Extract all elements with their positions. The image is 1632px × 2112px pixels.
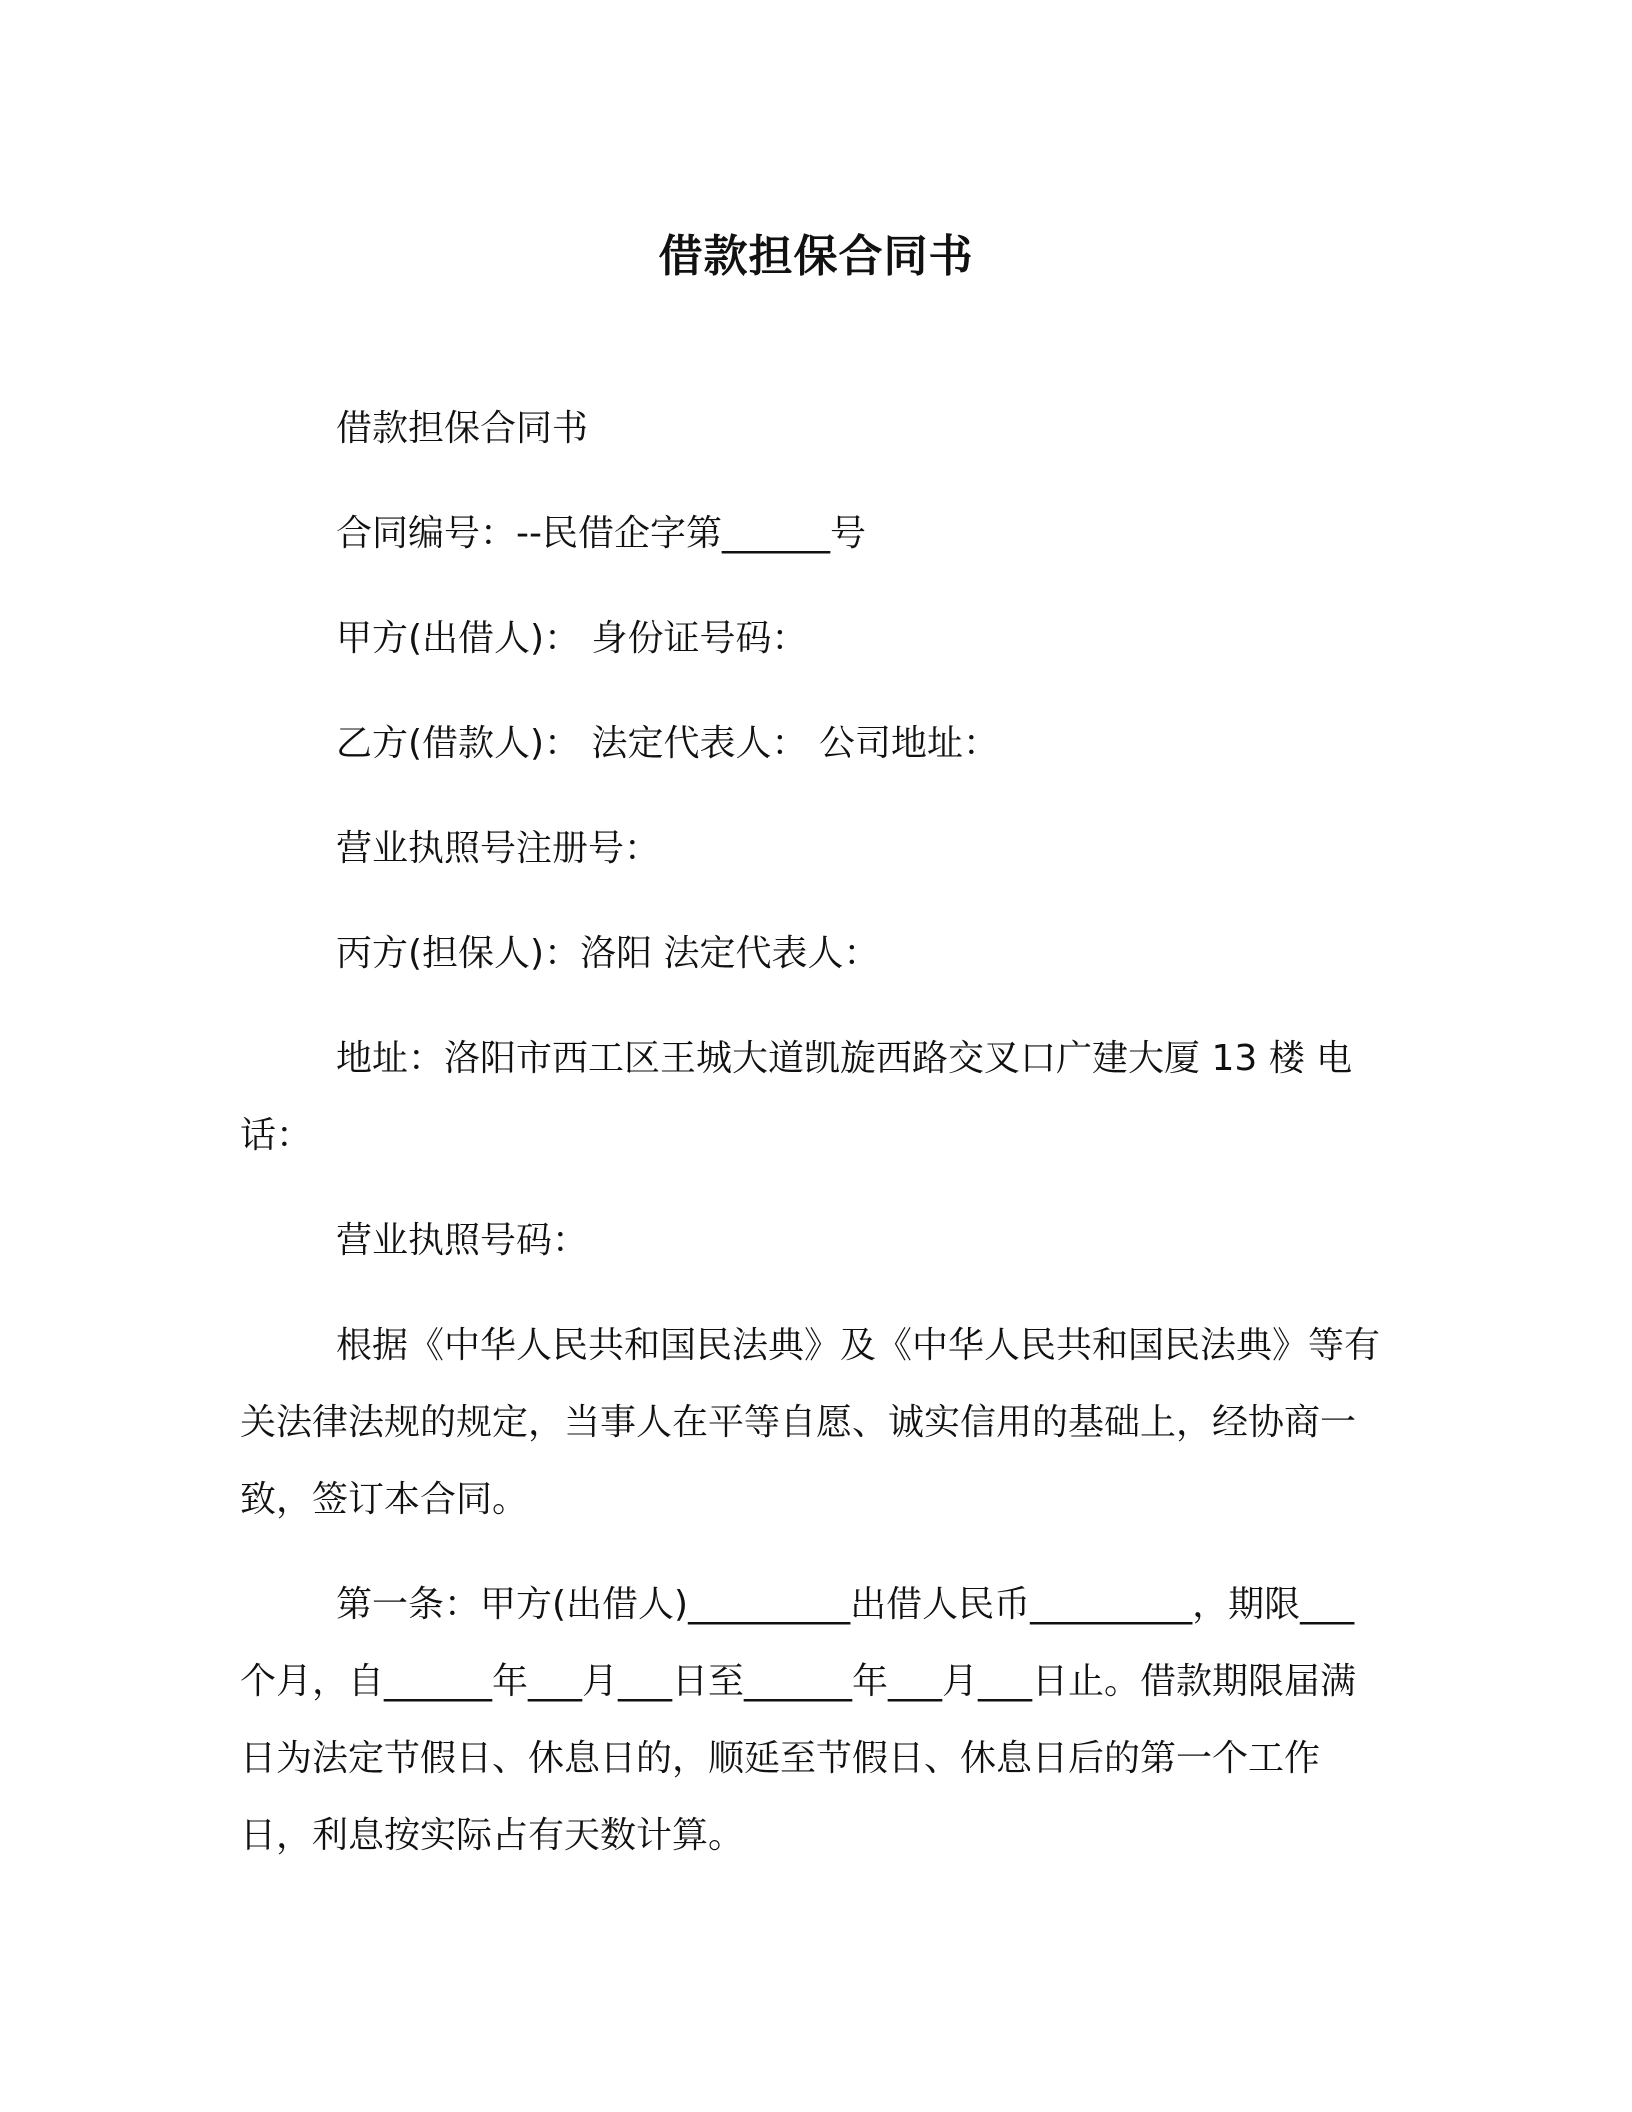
paragraph-heading: 借款担保合同书 xyxy=(336,408,589,449)
document-title: 借款担保合同书 xyxy=(658,231,974,282)
paragraph-business-license-registration: 营业执照号注册号： xyxy=(336,828,661,869)
document-body xyxy=(240,390,1388,1902)
paragraph-party-b: 乙方(借款人)： 法定代表人： 公司地址： xyxy=(336,723,999,764)
paragraph-business-license-number: 营业执照号码： xyxy=(336,1220,589,1261)
paragraph-party-a: 甲方(出借人)： 身份证号码： xyxy=(336,618,808,659)
paragraph-contract-number: 合同编号：--民借企字第______号 xyxy=(336,513,866,554)
paragraph-legal-basis: 根据《中华人民共和国民法典》及《中华人民共和国民法典》等有关法律法规的规定，当事人在平等自愿、诚实信用的基础上，经协商一致，签订本合同。 xyxy=(240,1325,1381,1520)
paragraph-party-c: 丙方(担保人)：洛阳 法定代表人： xyxy=(336,933,880,974)
paragraph-address: 地址：洛阳市西工区王城大道凯旋西路交叉口广建大厦 13 楼 电话： xyxy=(240,1038,1353,1156)
paragraph-article-one: 第一条：甲方(出借人)_________出借人民币_________，期限___个月，自______年___月___日至______年___月___日止。借款期限届满日为法定节假日、休息日的，顺延至节假日、休息日后的第一个工作日，利息按实际占有天数计算。 xyxy=(240,1584,1357,1856)
